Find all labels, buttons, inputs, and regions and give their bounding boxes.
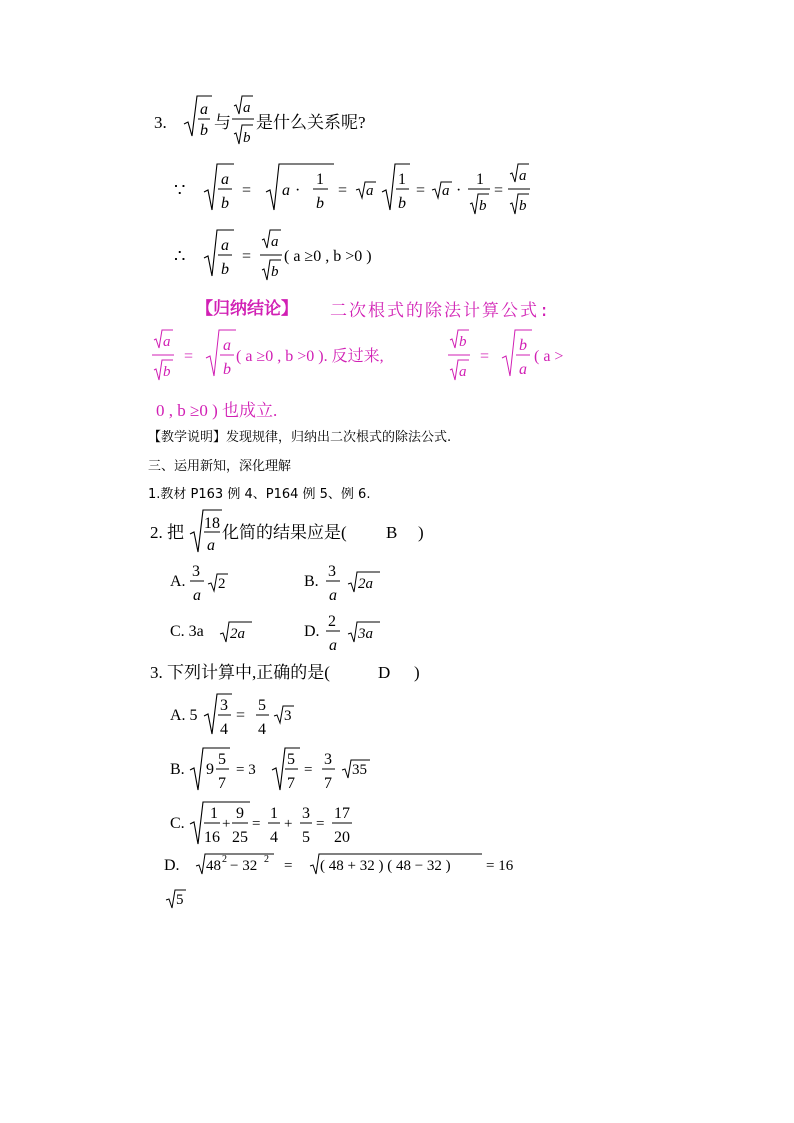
frac-num: a — [221, 237, 229, 254]
frac-den: b — [398, 195, 406, 212]
frac-num: 3 — [324, 751, 332, 768]
frac-den: 4 — [270, 829, 278, 846]
sqrt-sign — [204, 230, 234, 276]
option-c-label: C. 3a — [170, 623, 204, 640]
q3-answer: D — [378, 663, 391, 682]
dot: · — [295, 182, 301, 199]
option-c-label: C. — [170, 815, 185, 832]
radicand: 3 — [284, 708, 292, 724]
sqrt-sign — [502, 330, 532, 376]
conclusion-heading: 【归纳结论】 — [196, 299, 298, 319]
frac-num: 1 — [270, 805, 278, 822]
because-line — [170, 160, 570, 222]
eq-sign: = — [242, 248, 252, 265]
eq-sign: = — [416, 182, 426, 199]
option-d-label: D. — [164, 857, 180, 874]
frac-num: 3 — [192, 563, 200, 580]
condition-2-start: ( a > — [534, 348, 564, 365]
eq-sign: = — [236, 707, 246, 724]
frac-den: 25 — [232, 829, 248, 846]
frac-den: 7 — [324, 775, 332, 792]
exponent: 2 — [222, 854, 227, 865]
radicand: 5 — [176, 892, 184, 908]
frac-den: 7 — [287, 775, 295, 792]
q2-close: ) — [418, 523, 424, 542]
frac-den: 4 — [220, 721, 228, 738]
plus-sign: + — [284, 816, 293, 832]
frac-den: b — [223, 361, 231, 378]
frac-den: 16 — [204, 829, 220, 846]
eq-sign: = — [304, 762, 313, 778]
frac-den: b — [519, 198, 527, 214]
frac-num: a — [271, 234, 279, 250]
radicand: ( 48 + 32 ) ( 48 − 32 ) — [320, 858, 451, 874]
radicand: 2 — [218, 576, 226, 592]
frac-num: a — [223, 337, 231, 354]
q2-answer: B — [386, 523, 398, 542]
because-symbol: ∵ — [174, 180, 186, 200]
option-b-label: B. — [304, 573, 319, 590]
item-1: 1.教材 P163 例 4、P164 例 5、例 6. — [148, 487, 371, 502]
q3-option-d-tail — [164, 884, 204, 914]
option-b-label: B. — [170, 761, 185, 778]
frac-num: a — [163, 334, 171, 350]
q2-suffix: 化简的结果应是( — [222, 523, 347, 542]
frac-den: a — [519, 361, 527, 378]
option-a-label: A. — [170, 573, 186, 590]
frac-den: b — [479, 198, 487, 214]
var-a: a — [366, 183, 374, 199]
frac-num: b — [519, 337, 527, 354]
eq-sign: = 3 — [236, 762, 256, 778]
frac-num: 3 — [302, 805, 310, 822]
q3-option-d — [162, 848, 542, 882]
q2-options-cd — [168, 608, 428, 658]
frac-num: 1 — [210, 805, 218, 822]
eq-sign: = — [252, 816, 261, 832]
frac-den: b — [316, 195, 324, 212]
q3-line — [150, 656, 450, 686]
frac-num: 1 — [398, 171, 406, 188]
frac-den: a — [207, 537, 215, 554]
condition: ( a ≥0 , b >0 ) — [284, 248, 372, 265]
exponent: 2 — [264, 854, 269, 865]
frac-den: b — [200, 122, 208, 139]
q3-intro-tail: 是什么关系呢? — [256, 113, 366, 132]
radicand: 2a — [358, 576, 373, 592]
frac-num: 18 — [204, 515, 220, 532]
conclusion-formula-line — [150, 326, 610, 388]
frac-den: a — [193, 587, 201, 604]
frac-num: 1 — [316, 171, 324, 188]
condition-1: ( a ≥0 , b >0 ). 反过来, — [236, 348, 384, 365]
frac-num: 5 — [218, 751, 226, 768]
q3-option-a — [168, 690, 368, 742]
frac-den: a — [459, 364, 467, 380]
frac-den: b — [271, 264, 279, 280]
var-a: a — [282, 182, 290, 199]
radicand: 35 — [352, 762, 367, 778]
q3-option-b — [168, 744, 428, 796]
sqrt-sign — [206, 330, 236, 376]
dot: · — [456, 182, 462, 199]
frac-num: 3 — [328, 563, 336, 580]
frac-num: 1 — [476, 171, 484, 188]
eq-sign: = — [480, 348, 490, 365]
frac-num: 2 — [328, 613, 336, 630]
frac-den: a — [329, 637, 337, 654]
q3-intro-mid: 与 — [214, 113, 231, 132]
q2-prefix: 2. 把 — [150, 523, 184, 542]
therefore-symbol: ∴ — [174, 246, 186, 266]
q2-line — [150, 506, 470, 560]
eq-result: = 16 — [486, 858, 514, 874]
teaching-note: 【教学说明】发现规律，归纳出二次根式的除法公式. — [148, 430, 452, 445]
option-a-label: A. 5 — [170, 707, 198, 724]
frac-num: b — [459, 334, 467, 350]
eq-sign: = — [338, 182, 348, 199]
q3-option-c — [168, 798, 428, 850]
frac-num: 5 — [287, 751, 295, 768]
whole: 9 — [206, 761, 214, 778]
frac-num: 17 — [334, 805, 350, 822]
frac-num: 5 — [258, 697, 266, 714]
frac-den: 4 — [258, 721, 266, 738]
frac-num: 3 — [220, 697, 228, 714]
conclusion-condition-2-end: 0 , b ≥0 ) 也成立. — [156, 401, 278, 420]
conclusion-text: 二次根式的除法计算公式: — [330, 301, 552, 321]
q3-close: ) — [414, 663, 420, 682]
eq-sign: = — [316, 816, 325, 832]
var-a: a — [442, 183, 450, 199]
frac-den: b — [163, 364, 171, 380]
option-d-label: D. — [304, 623, 320, 640]
sqrt-sign — [204, 164, 234, 210]
therefore-line — [170, 226, 470, 288]
frac-num: 9 — [236, 805, 244, 822]
frac-den: a — [329, 587, 337, 604]
q2-options-ab — [168, 558, 428, 608]
frac-num: a — [243, 100, 251, 116]
q3-prefix: 3. 下列计算中,正确的是( — [150, 663, 330, 682]
frac-den: b — [221, 195, 229, 212]
q3-intro-line — [150, 92, 450, 152]
eq-sign: = — [284, 858, 293, 874]
eq-sign: = — [184, 348, 194, 365]
frac-den: b — [221, 261, 229, 278]
plus-sign: + — [222, 816, 231, 832]
frac-den: 5 — [302, 829, 310, 846]
frac-den: 20 — [334, 829, 350, 846]
radicand: 3a — [358, 626, 373, 642]
section-title: 三、运用新知，深化理解 — [148, 459, 292, 474]
frac-den: b — [243, 130, 251, 146]
q3-intro-num: 3. — [154, 113, 167, 132]
frac-num: a — [519, 168, 527, 184]
frac-num: a — [221, 171, 229, 188]
minus-term: − 32 — [230, 858, 258, 874]
eq-sign: = — [494, 182, 504, 199]
frac-num: a — [200, 101, 208, 118]
radicand: 2a — [230, 626, 245, 642]
frac-den: 7 — [218, 775, 226, 792]
eq-sign: = — [242, 182, 252, 199]
radicand: 48 — [206, 858, 221, 874]
